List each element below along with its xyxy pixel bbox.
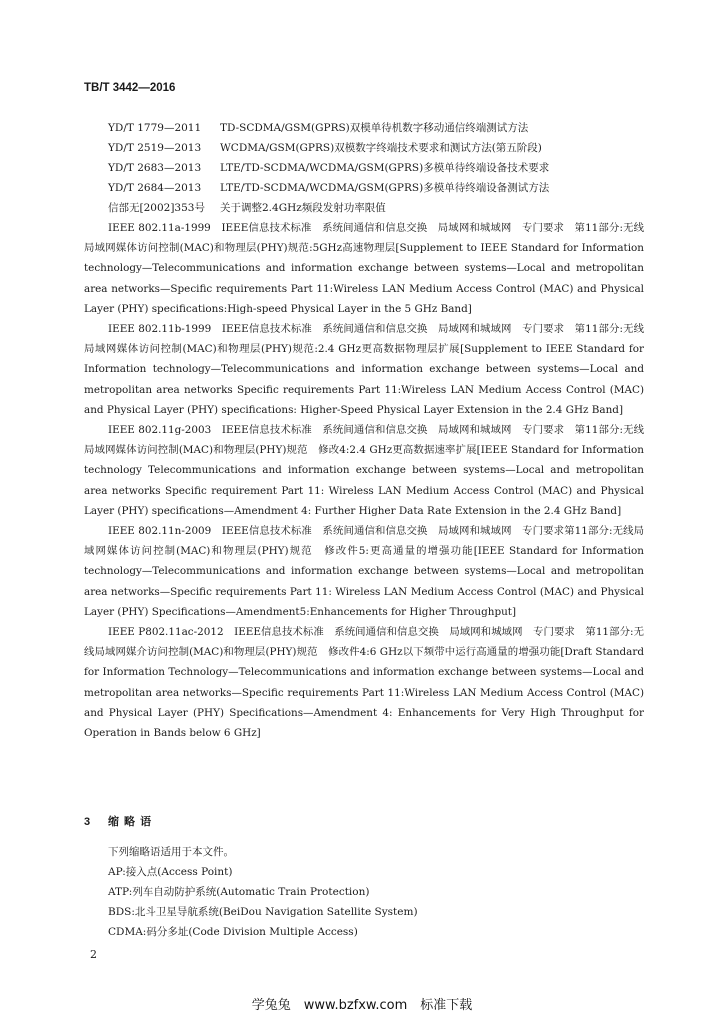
reference-row bbox=[108, 138, 549, 158]
watermark-footer: 学兔兔 www.bzfxw.com 标准下载 bbox=[251, 998, 473, 1013]
abbreviation-item: ATP:列车自动防护系统(Automatic Train Protection) bbox=[108, 886, 370, 898]
ieee-reference-paragraph: IEEE 802.11a-1999 IEEE信息技术标准 系统间通信和信息交换 局域网和城域网 专门要求 第11部分:无线局域网媒体访问控制(MAC)和物理层(PHY)规范:5GHz高速物理层[Supplement to IEEE Standard for Information technology—Telecommunications and information exchange between systems—Local and metropolitan area networks—Specific requirements Part 11:Wireless LAN Medium Access Control (MAC) and Physical Layer (PHY) specifications:High-speed Physical Layer in the 5 GHz Band] bbox=[84, 222, 644, 315]
reference-title: LTE/TD-SCDMA/WCDMA/GSM(GPRS)多模单待终端设备测试方法 bbox=[220, 182, 550, 194]
abbreviation-item: CDMA:码分多址(Code Division Multiple Access) bbox=[108, 926, 358, 938]
abbreviation-item: BDS:北斗卫星导航系统(BeiDou Navigation Satellite System) bbox=[108, 906, 418, 918]
document-header: TB/T 3442—2016 bbox=[84, 82, 176, 94]
reference-code: YD/T 1779—2011 bbox=[108, 122, 202, 134]
reference-code: YD/T 2683—2013 bbox=[108, 162, 202, 174]
reference-code: YD/T 2684—2013 bbox=[108, 182, 202, 194]
reference-row bbox=[108, 158, 549, 178]
ieee-reference-paragraph: IEEE 802.11n-2009 IEEE信息技术标准 系统间通信和信息交换 局域网和城域网 专门要求第11部分:无线局域网媒体访问控制(MAC)和物理层(PHY)规范 修改件5:更高通量的增强功能[IEEE Standard for Information technology—Telecommunications and information exchange between systems—Local and metropolitan area networks—Specific requirements Part 11: Wireless LAN Medium Access Control (MAC) and Physical Layer (PHY) Specifications—Amendment5:Enhancements for Higher Throughput] bbox=[84, 525, 644, 618]
abbreviation-item: AP:接入点(Access Point) bbox=[108, 866, 233, 878]
abbreviations-list bbox=[108, 842, 418, 942]
reference-title: TD-SCDMA/GSM(GPRS)双模单待机数字移动通信终端测试方法 bbox=[220, 122, 529, 134]
section-title: 缩 略 语 bbox=[108, 816, 153, 828]
normative-references-list bbox=[108, 118, 549, 218]
ieee-reference-paragraph: IEEE P802.11ac-2012 IEEE信息技术标准 系统间通信和信息交换 局域网和城域网 专门要求 第11部分:无线局域网媒介访问控制(MAC)和物理层(PHY)规范 修改件4:6 GHz以下频带中运行高通量的增强功能[Draft Standard for Information Technology—Telecommunications and information exchange between systems—Local and metropolitan area networks—Specific requirements Part 11:Wireless LAN Medium Access Control (MAC) and Physical Layer (PHY) Specifications—Amendment 4: Enhancements for Very High Throughput for Operation in Bands below 6 GHz] bbox=[84, 626, 644, 740]
reference-code: YD/T 2519—2013 bbox=[108, 142, 202, 154]
ieee-references bbox=[84, 218, 644, 743]
reference-row bbox=[108, 198, 549, 218]
page-number: 2 bbox=[90, 948, 97, 961]
reference-title: 关于调整2.4GHz频段发射功率限值 bbox=[220, 202, 386, 214]
abbreviations-intro: 下列缩略语适用于本文件。 bbox=[108, 846, 234, 858]
section-heading bbox=[84, 813, 152, 829]
ieee-reference-paragraph: IEEE 802.11b-1999 IEEE信息技术标准 系统间通信和信息交换 局域网和城域网 专门要求 第11部分:无线局域网媒体访问控制(MAC)和物理层(PHY)规范:2.4 GHz更高数据物理层扩展[Supplement to IEEE Standard for Information technology—Telecommunications and information exchange between systems—Local and metropolitan area networks Specific requirements Part 11:Wireless LAN Medium Access Control (MAC) and Physical Layer (PHY) specifications: Higher-Speed Physical Layer Extension in the 2.4 GHz Band] bbox=[84, 323, 644, 416]
reference-code: 信部无[2002]353号 bbox=[108, 202, 205, 214]
ieee-reference-paragraph: IEEE 802.11g-2003 IEEE信息技术标准 系统间通信和信息交换 局域网和城域网 专门要求 第11部分:无线局域网媒体访问控制(MAC)和物理层(PHY)规范 修改4:2.4 GHz更高数据速率扩展[IEEE Standard for Information technology Telecommunications and information exchange between systems—Local and metropolitan area networks Specific requirement Part 11: Wireless LAN Medium Access Control (MAC) and Physical Layer (PHY) specifications—Amendment 4: Further Higher Data Rate Extension in the 2.4 GHz Band] bbox=[84, 424, 644, 517]
reference-title: WCDMA/GSM(GPRS)双模数字终端技术要求和测试方法(第五阶段) bbox=[220, 142, 542, 154]
reference-title: LTE/TD-SCDMA/WCDMA/GSM(GPRS)多模单待终端设备技术要求 bbox=[220, 162, 550, 174]
reference-row bbox=[108, 118, 549, 138]
reference-row bbox=[108, 178, 549, 198]
section-number: 3 bbox=[84, 816, 92, 828]
